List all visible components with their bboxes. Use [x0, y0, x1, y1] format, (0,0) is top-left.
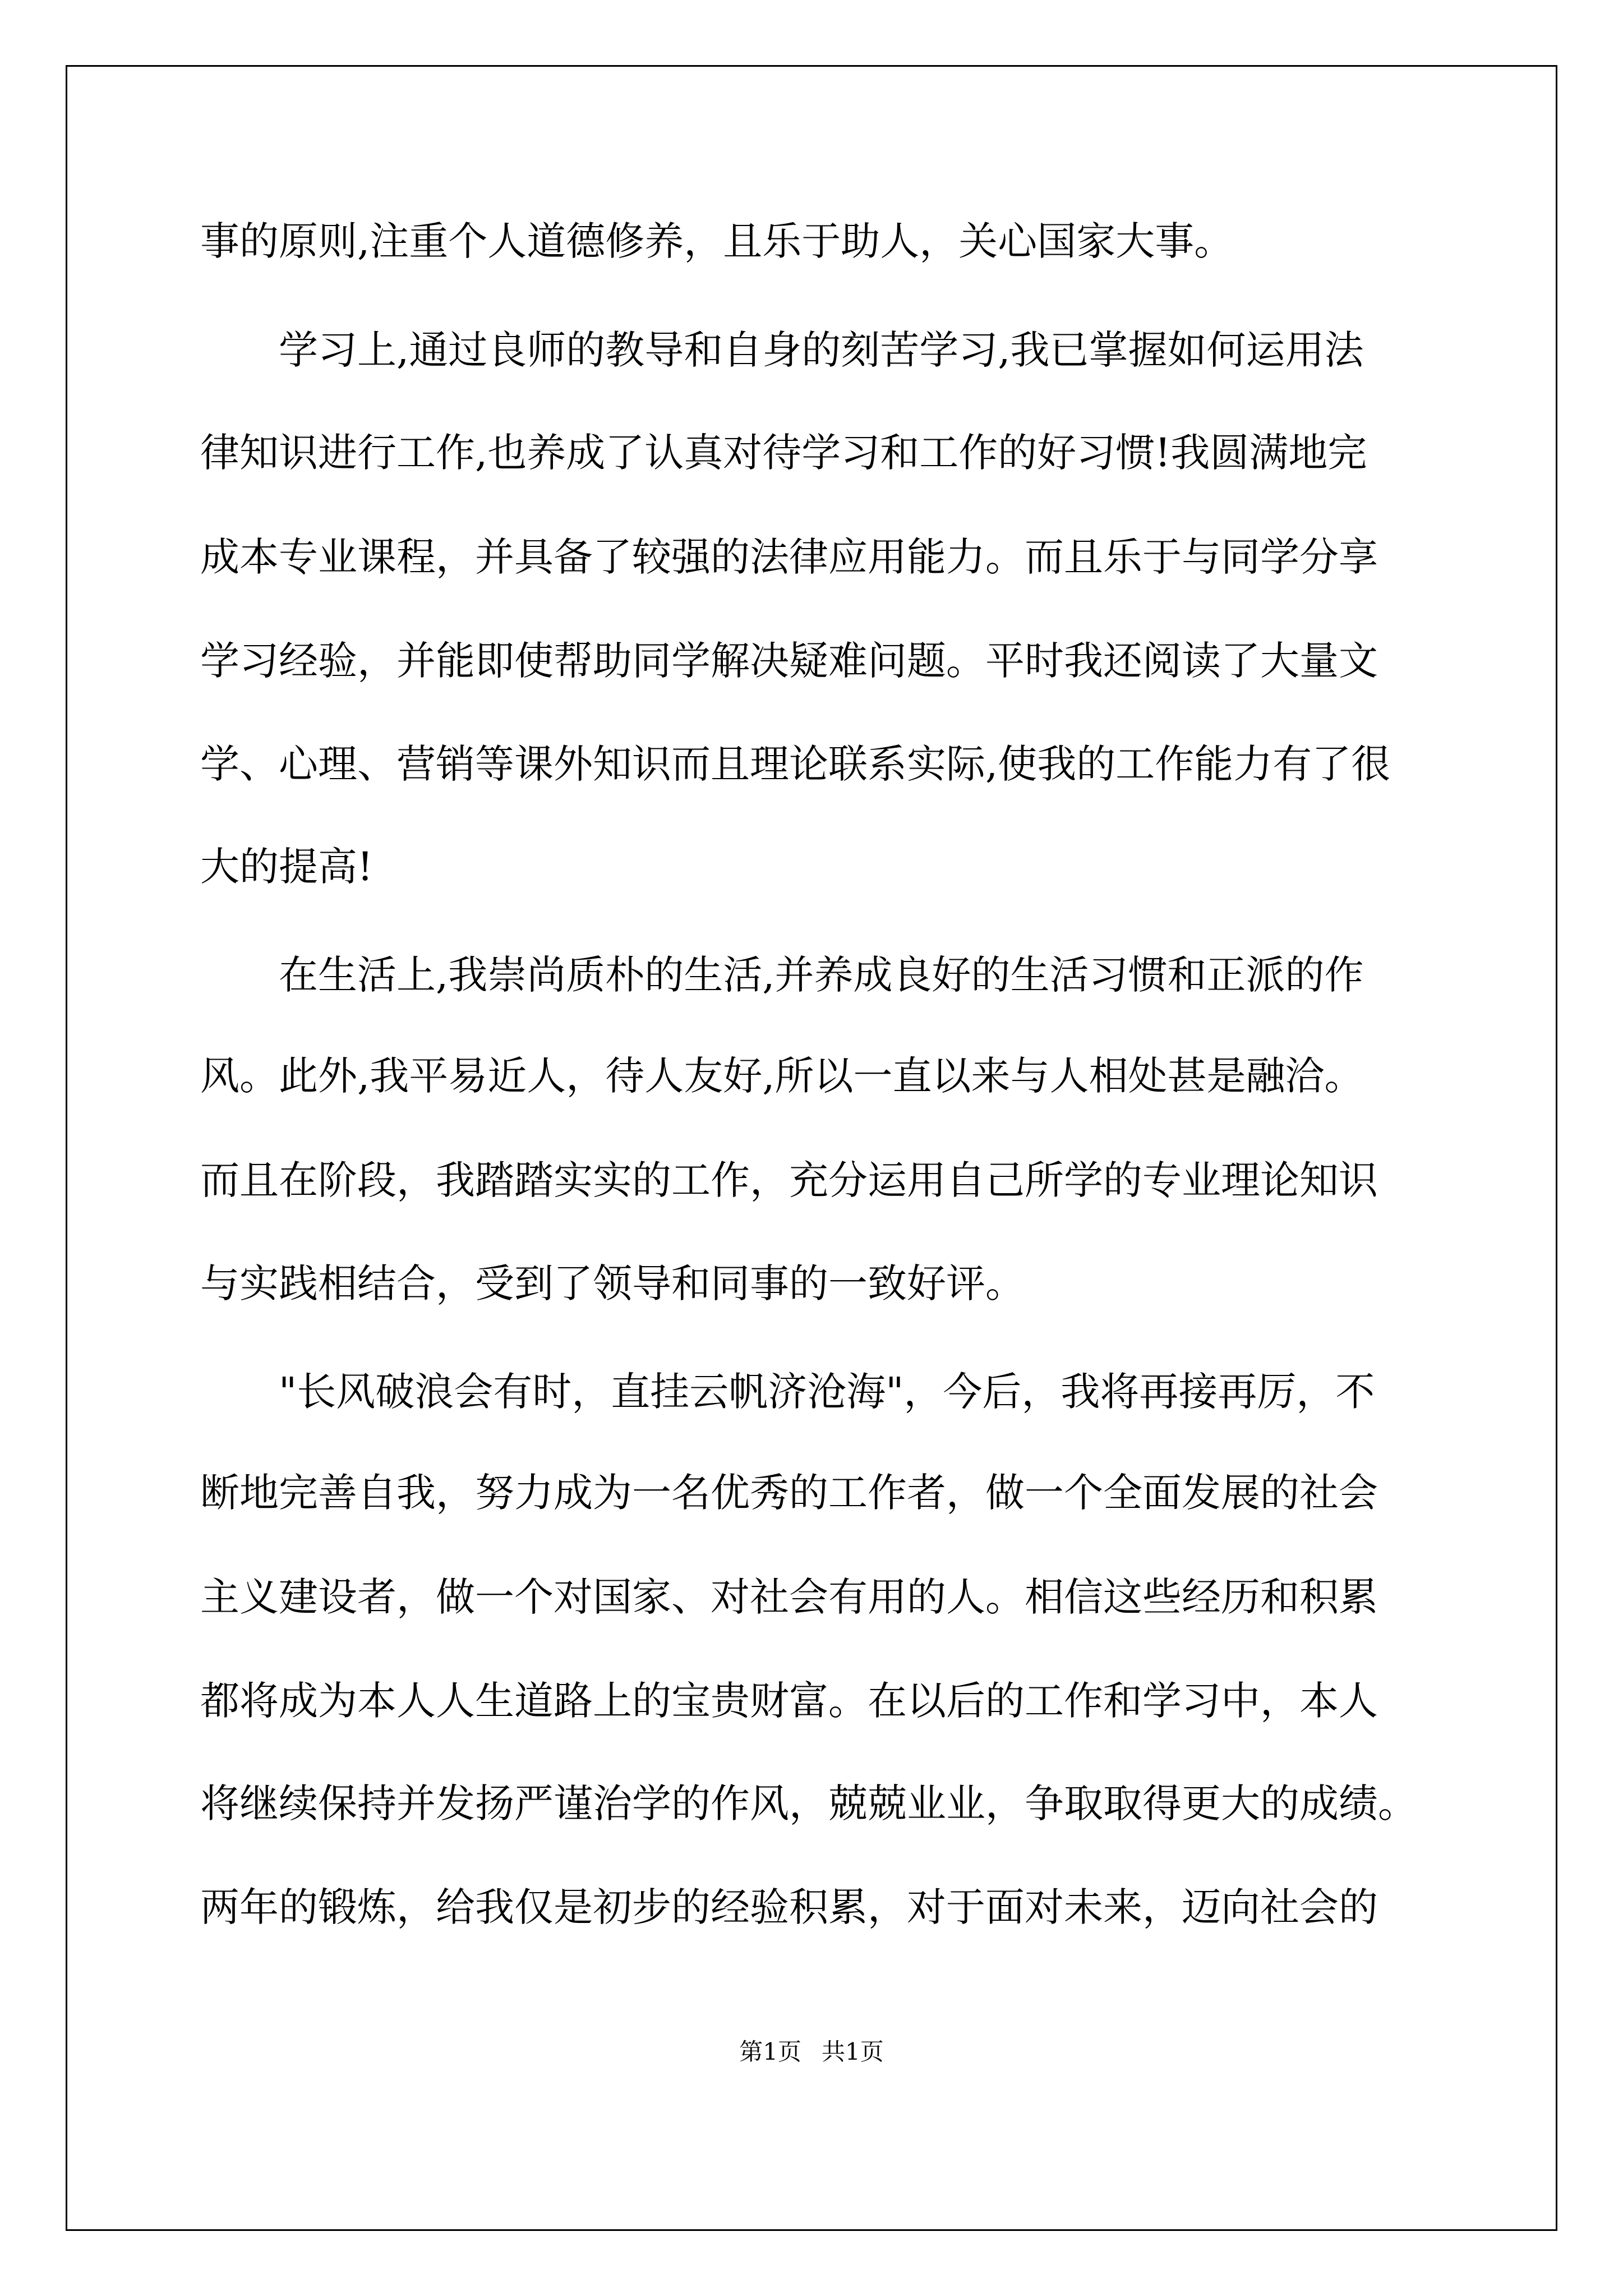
- text-line: 主义建设者，做一个对国家、对社会有用的人。相信这些经历和积累: [200, 1574, 1378, 1620]
- text-line: 成本专业课程，并具备了较强的法律应用能力。而且乐于与同学分享: [200, 534, 1378, 580]
- text-line: 断地完善自我，努力成为一名优秀的工作者，做一个全面发展的社会: [200, 1470, 1378, 1516]
- text-line: 两年的锻炼，给我仅是初步的经验积累，对于面对未来，迈向社会的: [200, 1884, 1378, 1930]
- text-line: 学、心理、营销等课外知识而且理论联系实际,使我的工作能力有了很: [200, 741, 1391, 787]
- text-line: 学习经验，并能即使帮助同学解决疑难问题。平时我还阅读了大量文: [200, 638, 1378, 684]
- text-line: 都将成为本人人生道路上的宝贵财富。在以后的工作和学习中，本人: [200, 1678, 1378, 1724]
- page-number-total: 共1页: [822, 2038, 884, 2065]
- text-line: 与实践相结合，受到了领导和同事的一致好评。: [200, 1260, 1025, 1306]
- page-number-current: 第1页: [739, 2038, 801, 2065]
- text-line: 而且在阶段，我踏踏实实的工作，充分运用自己所学的专业理论知识: [200, 1157, 1378, 1203]
- text-line: 大的提高!: [200, 844, 374, 890]
- page-footer: [0, 2035, 1623, 2069]
- text-line: 风。此外,我平易近人，待人友好,所以一直以来与人相处甚是融洽。: [200, 1053, 1364, 1099]
- text-line: 将继续保持并发扬严谨治学的作风，兢兢业业，争取取得更大的成绩。: [200, 1780, 1417, 1826]
- text-line: 在生活上,我崇尚质朴的生活,并养成良好的生活习惯和正派的作: [279, 952, 1364, 998]
- text-line: 事的原则,注重个人道德修养，且乐于助人，关心国家大事。: [200, 218, 1234, 264]
- text-line: "长风破浪会有时，直挂云帆济沧海"，今后，我将再接再厉，不: [279, 1369, 1375, 1415]
- text-line: 学习上,通过良师的教导和自身的刻苦学习,我已掌握如何运用法: [279, 327, 1364, 373]
- text-line: 律知识进行工作,也养成了认真对待学习和工作的好习惯!我圆满地完: [200, 430, 1367, 476]
